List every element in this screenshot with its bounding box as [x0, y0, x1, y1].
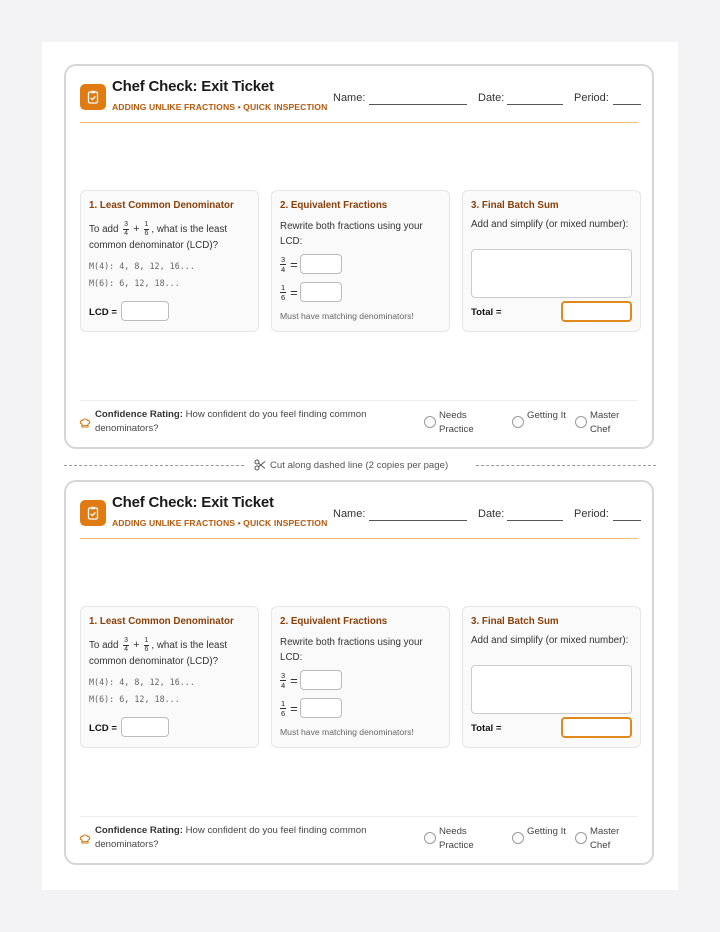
- cut-dash-right: [476, 465, 656, 466]
- q3-prompt: Add and simplify (or mixed number):: [471, 219, 629, 230]
- q1-card: [80, 190, 259, 332]
- radio-getting-it[interactable]: [512, 832, 524, 844]
- radio-needs-practice[interactable]: [424, 416, 436, 428]
- multiples-of-4: M(4): 4, 8, 12, 16...: [89, 261, 195, 271]
- equivalent-a-input[interactable]: [300, 254, 342, 274]
- clipboard-check-icon: [80, 84, 106, 110]
- chef-hat-icon: [79, 417, 91, 429]
- multiples-of-4: M(4): 4, 8, 12, 16...: [89, 677, 195, 687]
- q1-prompt: To add $\frac{3}{4}$ + $\frac{1}{6}$ , what is the least common denominator (LCD)?: [89, 221, 228, 251]
- equivalent-b-input[interactable]: [300, 698, 342, 718]
- option-getting-it[interactable]: Getting It: [512, 409, 571, 428]
- header-divider: [80, 538, 638, 539]
- period-label: Period:: [574, 92, 609, 104]
- q2-card: [271, 190, 450, 332]
- confidence-divider: [80, 816, 638, 817]
- ticket-title: Chef Check: Exit Ticket: [112, 78, 274, 95]
- q2-prompt: Rewrite both fractions using your LCD:: [280, 221, 423, 247]
- lcd-label: LCD =: [89, 307, 117, 318]
- period-field[interactable]: [613, 520, 641, 521]
- equivalent-row-b: $\frac{1}{6}$ =: [280, 282, 342, 302]
- q1-prompt: To add $\frac{3}{4}$ + $\frac{1}{6}$ , what is the least common denominator (LCD)?: [89, 637, 228, 667]
- total-answer-box[interactable]: [561, 301, 632, 322]
- q2-note: Must have matching denominators!: [280, 727, 414, 737]
- equivalent-row-a: $\frac{3}{4}$ =: [280, 254, 342, 274]
- clipboard-check-icon: [80, 500, 106, 526]
- date-field[interactable]: [507, 520, 563, 521]
- lcd-answer-box[interactable]: [121, 717, 169, 737]
- option-needs-practice[interactable]: Needs Practice: [424, 409, 483, 437]
- fraction-three-fourths: $\frac{3}{4}$: [124, 221, 129, 237]
- q1-title: 1. Least Common Denominator: [89, 200, 234, 211]
- multiples-of-6: M(6): 6, 12, 18...: [89, 694, 180, 704]
- confidence-divider: [80, 400, 638, 401]
- total-answer-box[interactable]: [561, 717, 632, 738]
- name-label: Name:: [333, 508, 366, 520]
- worksheet-page: [42, 42, 678, 890]
- equivalent-b-input[interactable]: [300, 282, 342, 302]
- exit-ticket-1: [64, 64, 654, 449]
- q2-title: 2. Equivalent Fractions: [280, 616, 388, 627]
- q3-title: 3. Final Batch Sum: [471, 200, 559, 211]
- cut-dash-left: [64, 465, 244, 466]
- option-master-chef[interactable]: Master Chef: [575, 409, 634, 437]
- radio-getting-it[interactable]: [512, 416, 524, 428]
- date-label: Date:: [478, 508, 505, 520]
- header-divider: [80, 122, 638, 123]
- period-label: Period:: [574, 508, 609, 520]
- q2-prompt: Rewrite both fractions using your LCD:: [280, 637, 423, 663]
- work-area[interactable]: [471, 249, 632, 298]
- fraction-three-fourths: $\frac{3}{4}$: [124, 637, 129, 653]
- equivalent-row-a: $\frac{3}{4}$ =: [280, 670, 342, 690]
- radio-master-chef[interactable]: [575, 416, 587, 428]
- period-field[interactable]: [613, 104, 641, 105]
- scissors-icon: [254, 459, 266, 471]
- q1-card: [80, 606, 259, 748]
- q1-title: 1. Least Common Denominator: [89, 616, 234, 627]
- option-needs-practice[interactable]: Needs Practice: [424, 825, 483, 853]
- equivalent-row-b: $\frac{1}{6}$ =: [280, 698, 342, 718]
- date-label: Date:: [478, 92, 505, 104]
- q3-card: [462, 190, 641, 332]
- radio-master-chef[interactable]: [575, 832, 587, 844]
- q2-card: [271, 606, 450, 748]
- ticket-subtitle: ADDING UNLIKE FRACTIONS • QUICK INSPECTION: [112, 518, 328, 528]
- ticket-title: Chef Check: Exit Ticket: [112, 494, 274, 511]
- multiples-of-6: M(6): 6, 12, 18...: [89, 278, 180, 288]
- equivalent-a-input[interactable]: [300, 670, 342, 690]
- option-getting-it[interactable]: Getting It: [512, 825, 571, 844]
- ticket-subtitle: ADDING UNLIKE FRACTIONS • QUICK INSPECTION: [112, 102, 328, 112]
- fraction-one-sixth: $\frac{1}{6}$: [144, 221, 149, 237]
- radio-needs-practice[interactable]: [424, 832, 436, 844]
- exit-ticket-2: [64, 480, 654, 865]
- name-label: Name:: [333, 92, 366, 104]
- q3-prompt: Add and simplify (or mixed number):: [471, 635, 629, 646]
- total-label: Total =: [471, 723, 502, 734]
- chef-hat-icon: [79, 833, 91, 845]
- lcd-label: LCD =: [89, 723, 117, 734]
- q2-note: Must have matching denominators!: [280, 311, 414, 321]
- name-field[interactable]: [369, 520, 467, 521]
- fraction-one-sixth: $\frac{1}{6}$: [144, 637, 149, 653]
- confidence-prompt: Confidence Rating: How confident do you feel finding common denominators?: [95, 825, 367, 850]
- q2-title: 2. Equivalent Fractions: [280, 200, 388, 211]
- lcd-answer-box[interactable]: [121, 301, 169, 321]
- work-area[interactable]: [471, 665, 632, 714]
- option-master-chef[interactable]: Master Chef: [575, 825, 634, 853]
- cut-label: Cut along dashed line (2 copies per page): [254, 459, 448, 471]
- date-field[interactable]: [507, 104, 563, 105]
- name-field[interactable]: [369, 104, 467, 105]
- q3-title: 3. Final Batch Sum: [471, 616, 559, 627]
- q3-card: [462, 606, 641, 748]
- total-label: Total =: [471, 307, 502, 318]
- confidence-prompt: Confidence Rating: How confident do you feel finding common denominators?: [95, 409, 367, 434]
